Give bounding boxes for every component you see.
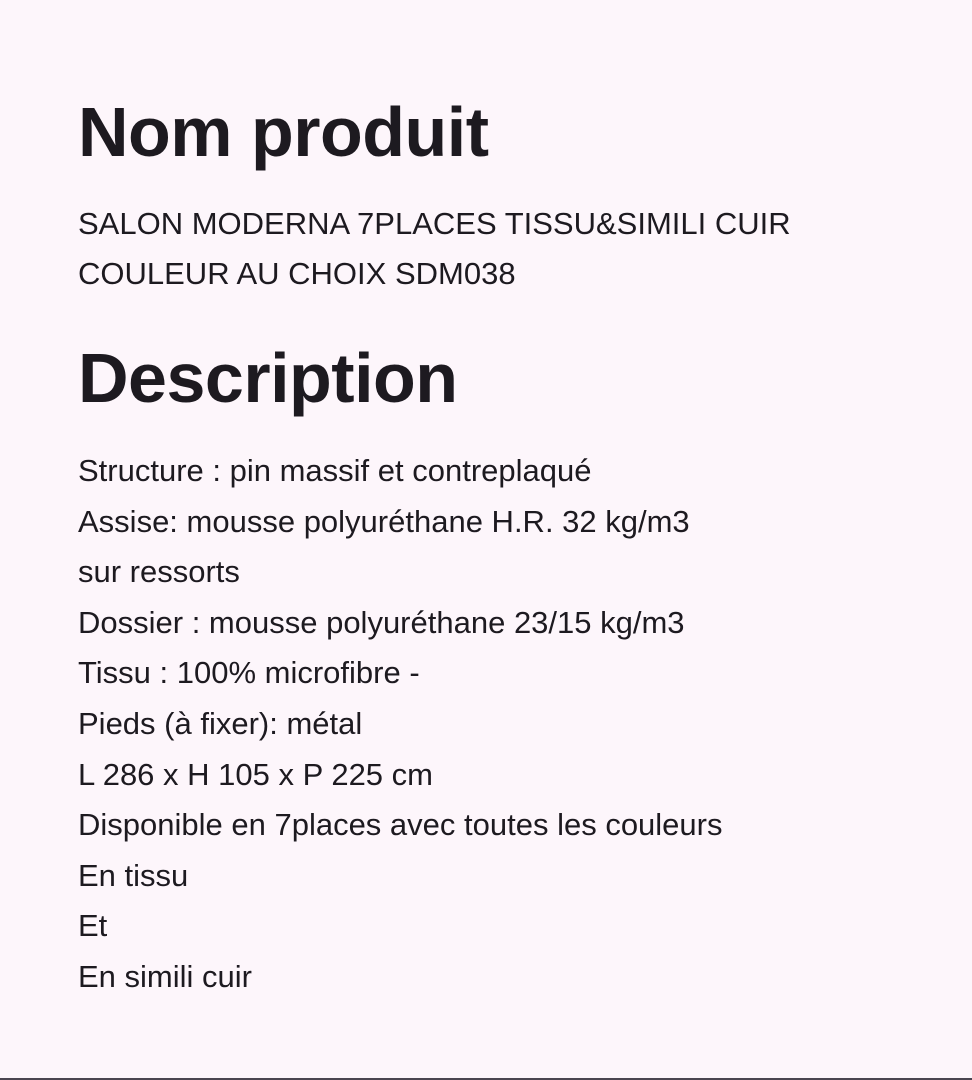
- description-line: En simili cuir: [78, 958, 252, 994]
- product-name-text: [78, 199, 918, 299]
- description-line: Disponible en 7places avec toutes les couleurs: [78, 807, 723, 843]
- description-text: [78, 446, 938, 1003]
- product-name-line: SALON MODERNA 7PLACES TISSU&SIMILI CUIR: [78, 206, 791, 241]
- description-line: Structure : pin massif et contreplaqué: [78, 453, 592, 488]
- description-line: sur ressorts: [78, 554, 240, 590]
- description-line: L 286 x H 105 x P 225 cm: [78, 756, 433, 792]
- description-line: En tissu: [78, 857, 189, 893]
- description-line: Tissu : 100% microfibre -: [78, 655, 420, 691]
- description-line: Dossier : mousse polyuréthane 23/15 kg/m3: [78, 604, 685, 640]
- description-line: Et: [78, 908, 108, 944]
- description-line: Pieds (à fixer): métal: [78, 705, 363, 741]
- description-line: Assise: mousse polyuréthane H.R. 32 kg/m3: [78, 503, 690, 539]
- description-heading: Description: [78, 339, 458, 417]
- product-name-heading: Nom produit: [78, 93, 489, 171]
- product-name-line: COULEUR AU CHOIX SDM038: [78, 256, 516, 291]
